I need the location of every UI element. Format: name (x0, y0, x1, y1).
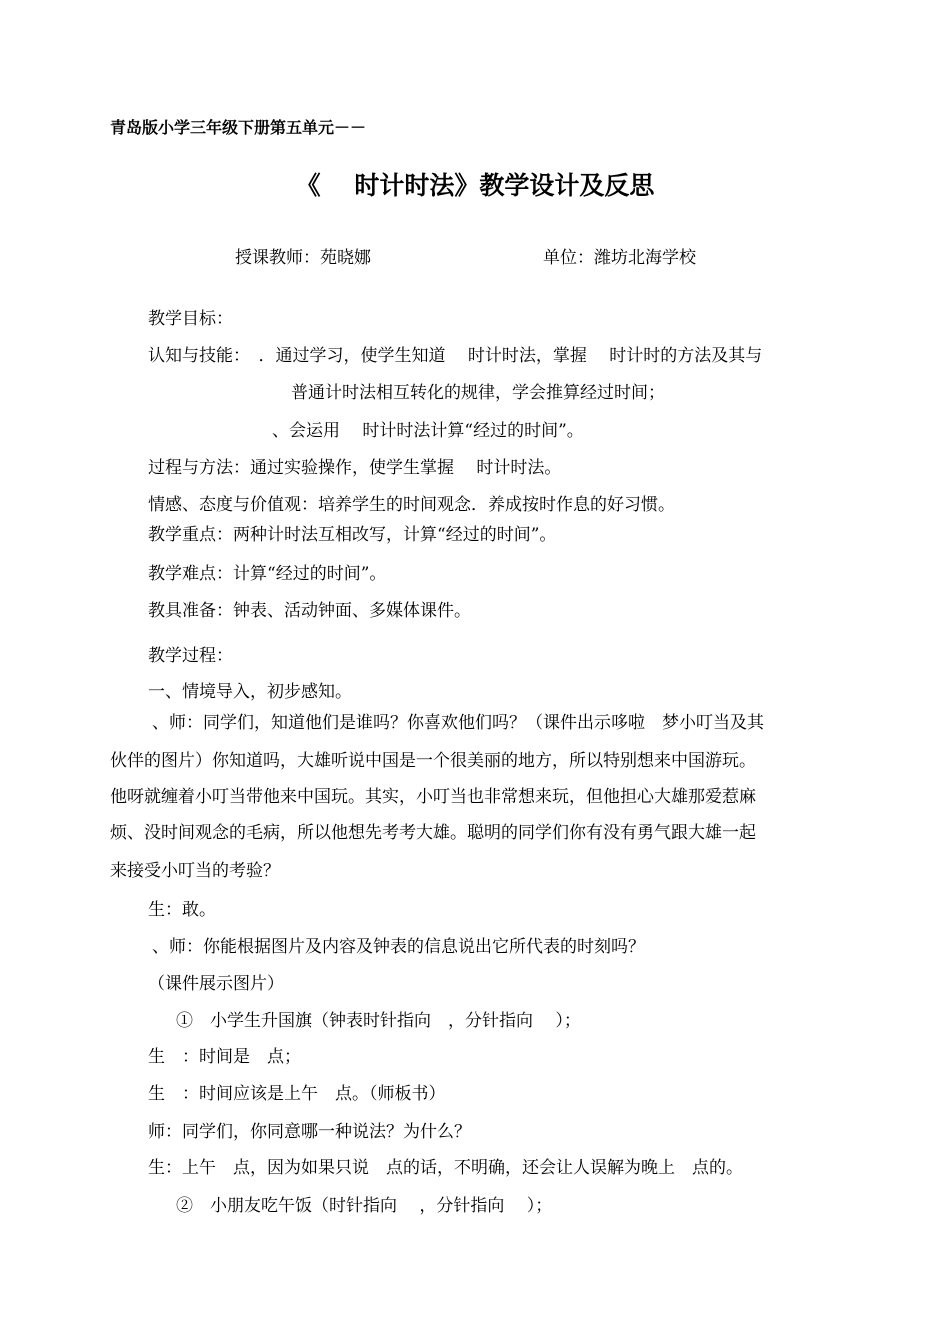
body-line: 生 ：时间应该是上午 点。（师板书） (148, 1084, 446, 1104)
body-line: 情感、态度与价值观：培养学生的时间观念．养成按时作息的好习惯。 (148, 495, 675, 515)
body-line: 、师：同学们，知道他们是谁吗？你喜欢他们吗？（课件出示哆啦 梦小叮当及其 (152, 713, 764, 733)
objectives-heading: 教学目标： (148, 309, 233, 329)
school-info: 单位：潍坊北海学校 (543, 248, 696, 268)
body-line: 生：敢。 (148, 900, 216, 920)
teacher-info: 授课教师：苑晓娜 (235, 248, 371, 268)
body-line: ① 小学生升国旗（钟表时针指向 ，分针指向 ）； (176, 1011, 581, 1031)
document-title: 《 时计时法》教学设计及反思 (295, 171, 655, 200)
body-line: 教具准备：钟表、活动钟面、多媒体课件。 (148, 601, 471, 621)
body-line: （课件展示图片） (148, 974, 284, 994)
body-line: 认知与技能： ．通过学习，使学生知道 时计时法，掌握 时计时的方法及其与 (148, 346, 763, 366)
document-header: 青岛版小学三年级下册第五单元－－ (110, 118, 367, 137)
body-line: ② 小朋友吃午饭（时针指向 ，分针指向 ）； (176, 1196, 553, 1216)
body-line: 烦、没时间观念的毛病，所以他想先考考大雄。聪明的同学们你有没有勇气跟大雄一起 (110, 823, 756, 843)
body-line: 教学重点：两种计时法互相改写，计算“经过的时间”。 (148, 525, 557, 545)
body-line: 师：同学们，你同意哪一种说法？为什么？ (148, 1122, 471, 1142)
process-heading: 教学过程： (148, 646, 233, 666)
body-line: 、会运用 时计时法计算“经过的时间”。 (272, 421, 584, 441)
body-line: 生：上午 点，因为如果只说 点的话，不明确，还会让人误解为晚上 点的。 (148, 1158, 743, 1178)
body-line: 普通计时法相互转化的规律，学会推算经过时间； (291, 383, 665, 403)
body-line: 来接受小叮当的考验？ (110, 861, 280, 881)
body-line: 他呀就缠着小叮当带他来中国玩。其实，小叮当也非常想来玩，但他担心大雄那爱惹麻 (110, 787, 756, 807)
body-line: 过程与方法：通过实验操作，使学生掌握 时计时法。 (148, 458, 562, 478)
body-line: 伙伴的图片）你知道吗，大雄听说中国是一个很美丽的地方，所以特别想来中国游玩。 (110, 751, 756, 771)
body-line: 教学难点：计算“经过的时间”。 (148, 564, 387, 584)
section-heading: 一、情境导入，初步感知。 (148, 682, 352, 702)
body-line: 生 ：时间是 点； (148, 1047, 301, 1067)
body-line: 、师：你能根据图片及内容及钟表的信息说出它所代表的时刻吗？ (152, 937, 645, 957)
